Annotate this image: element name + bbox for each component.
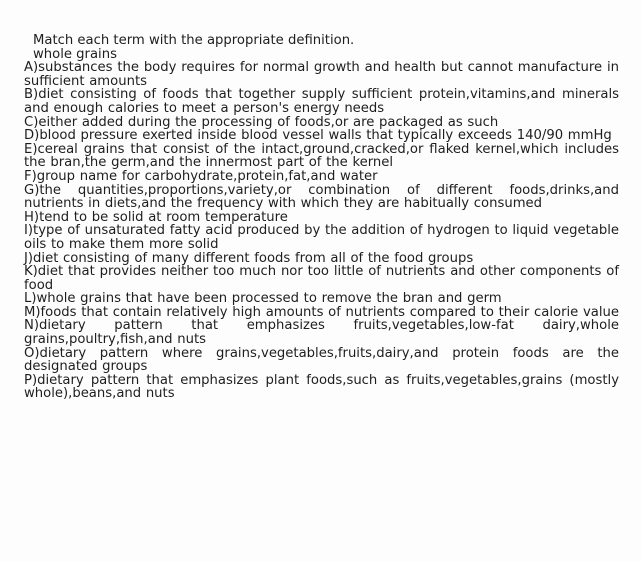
option-letter: P) bbox=[24, 372, 38, 388]
option-letter: D) bbox=[24, 128, 40, 144]
definition-option-b[interactable] bbox=[24, 88, 619, 115]
definition-option-j[interactable] bbox=[24, 252, 619, 266]
option-letter: N) bbox=[24, 318, 40, 334]
option-letter: J) bbox=[24, 250, 34, 266]
option-letter: C) bbox=[24, 114, 39, 130]
definition-option-h[interactable] bbox=[24, 211, 619, 225]
option-letter: L) bbox=[24, 291, 37, 307]
option-text: cereal grains that consist of the intact,ground,cracked,or flaked kernel,which includes the bran,the germ,and the innermost part of the kernel bbox=[24, 141, 619, 171]
option-letter: F) bbox=[24, 168, 37, 184]
option-text: diet that provides neither too much nor too little of nutrients and other components of food bbox=[24, 264, 619, 293]
option-letter: A) bbox=[24, 60, 39, 76]
option-text: dietary pattern that emphasizes plant foods,such as fruits,vegetables,grains (mostly whole),beans,and nuts bbox=[24, 372, 619, 402]
option-letter: O) bbox=[24, 345, 40, 361]
option-letter: K) bbox=[24, 264, 38, 280]
definition-option-i[interactable] bbox=[24, 224, 619, 251]
definition-option-m[interactable] bbox=[24, 306, 619, 320]
option-text: type of unsaturated fatty acid produced by the addition of hydrogen to liquid vegetable oils to make them more solid bbox=[24, 223, 619, 252]
definition-option-p[interactable] bbox=[24, 374, 619, 401]
option-text: diet consisting of many different foods from all of the food groups bbox=[33, 250, 474, 266]
option-text: tend to be solid at room temperature bbox=[39, 209, 288, 225]
definition-option-l[interactable] bbox=[24, 292, 619, 306]
definition-option-o[interactable] bbox=[24, 347, 619, 374]
definition-option-n[interactable] bbox=[24, 319, 619, 346]
option-text: substances the body requires for normal growth and health but cannot manufacture in sufficient amounts bbox=[24, 60, 619, 89]
option-text: foods that contain relatively high amounts of nutrients compared to their calorie value bbox=[40, 304, 619, 320]
option-text: dietary pattern that emphasizes fruits,vegetables,low-fat dairy,whole grains,poultry,fish,and nuts bbox=[24, 318, 619, 348]
definition-option-k[interactable] bbox=[24, 265, 619, 292]
option-letter: B) bbox=[24, 87, 39, 103]
option-text: blood pressure exerted inside blood vessel walls that typically exceeds 140/90 mmHg bbox=[39, 128, 612, 144]
definition-option-e[interactable] bbox=[24, 143, 619, 170]
option-letter: G) bbox=[24, 182, 40, 198]
option-text: group name for carbohydrate,protein,fat,and water bbox=[36, 168, 378, 184]
option-text: either added during the processing of foods,or are packaged as such bbox=[38, 114, 499, 130]
option-letter: M) bbox=[24, 304, 41, 320]
option-text: diet consisting of foods that together supply sufficient protein,vitamins,and minerals and enough calories to meet a person's energy needs bbox=[24, 87, 619, 116]
definition-list bbox=[24, 61, 619, 401]
definition-option-a[interactable] bbox=[24, 61, 619, 88]
definition-option-c[interactable] bbox=[24, 116, 619, 130]
term-text: whole grains bbox=[33, 46, 117, 62]
definition-option-f[interactable] bbox=[24, 170, 619, 184]
option-letter: H) bbox=[24, 209, 40, 225]
option-text: dietary pattern where grains,vegetables,fruits,dairy,and protein foods are the designated groups bbox=[24, 345, 619, 375]
option-text: the quantities,proportions,variety,or combination of different foods,drinks,and nutrients in diets,and the frequency with which they are habitually consumed bbox=[24, 182, 619, 212]
instruction-text: Match each term with the appropriate definition. bbox=[33, 33, 355, 48]
option-letter: E) bbox=[24, 141, 38, 157]
definition-option-g[interactable] bbox=[24, 184, 619, 211]
option-letter: I) bbox=[24, 223, 34, 239]
definition-option-d[interactable] bbox=[24, 129, 619, 143]
option-text: whole grains that have been processed to remove the bran and germ bbox=[36, 291, 502, 307]
